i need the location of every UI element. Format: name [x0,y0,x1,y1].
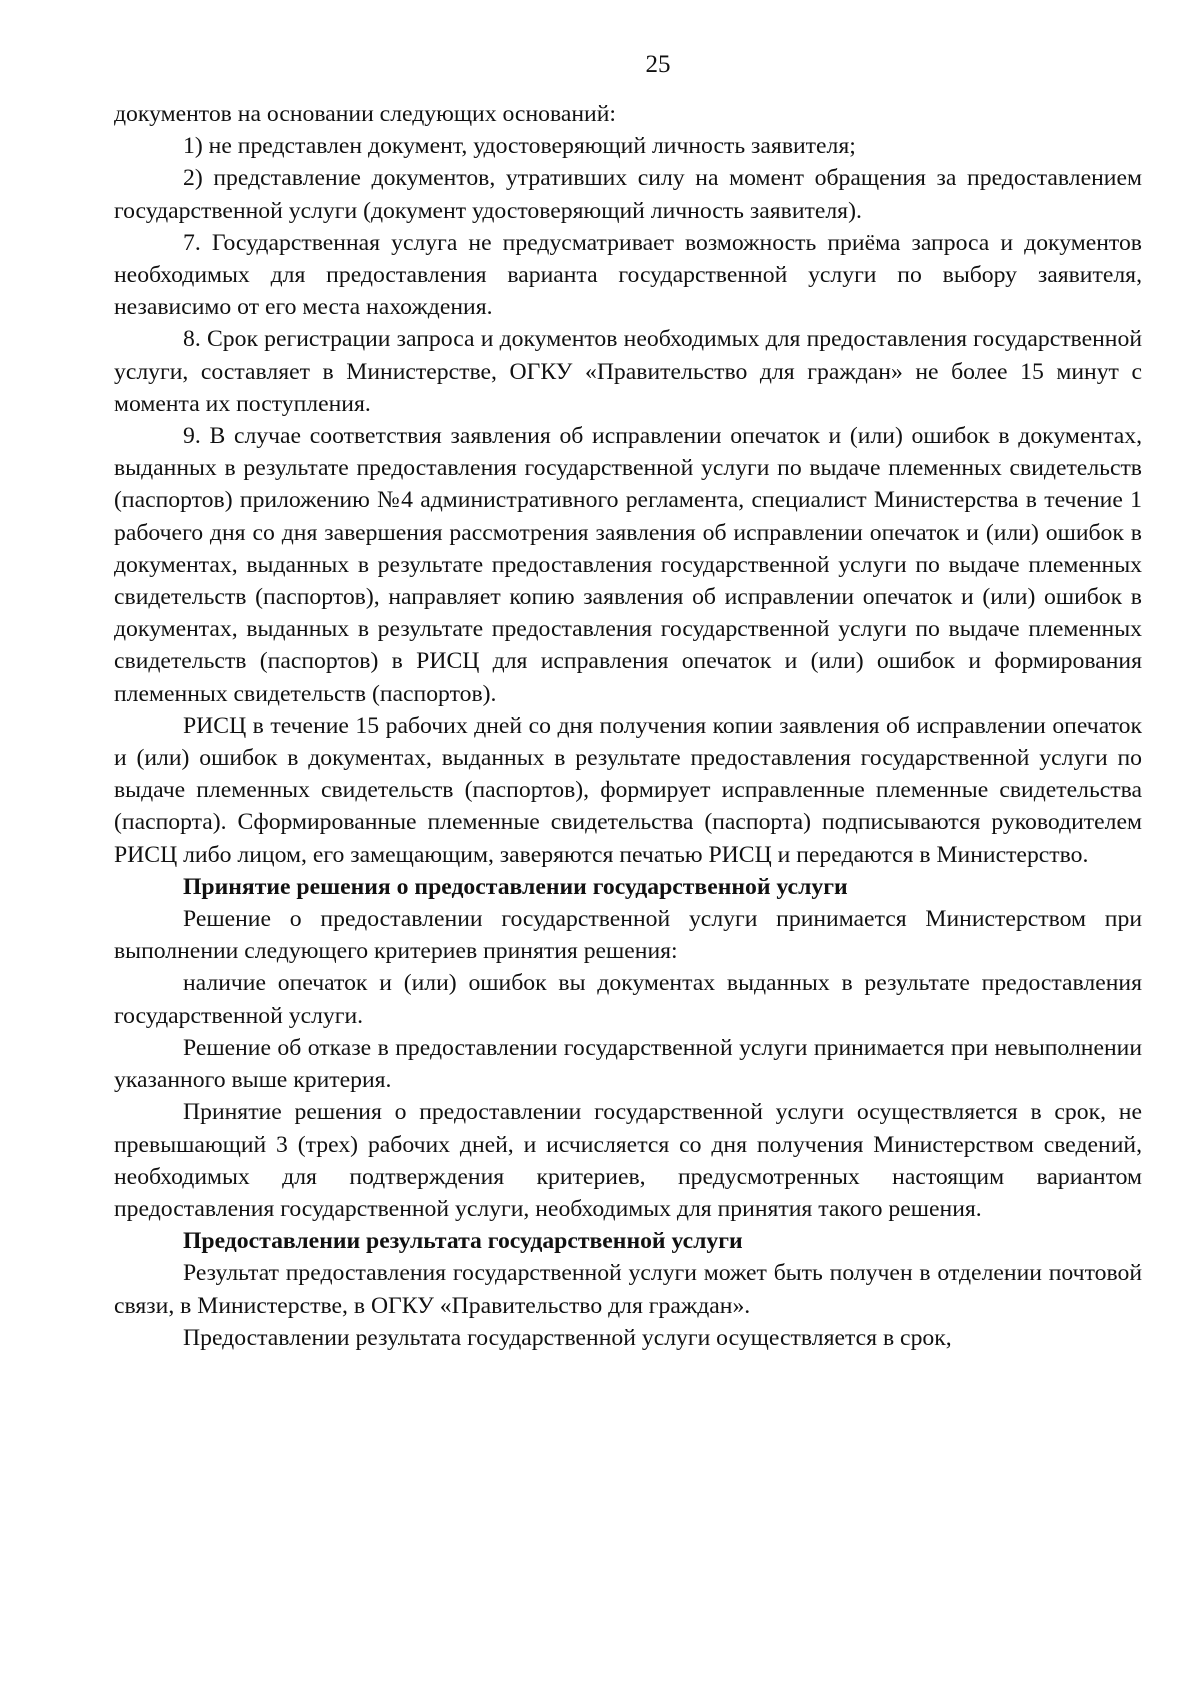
paragraph: 2) представление документов, утративших силу на момент обращения за предоставлением государственной услуги (документ удостоверяющий личность заявителя). [114,165,1142,224]
paragraph: 9. В случае соответствия заявления об исправлении опечаток и (или) ошибок в документах, выданных в результате предоставления государственной услуги по выдаче племенных свидетельств (паспортов) приложению №4 административного регламента, специалист Министерства в течение 1 рабочего дня со дня завершения рассмотрения заявления об исправлении опечаток и (или) ошибок в документах, выданных в результате предоставления государственной услуги по выдаче племенных свидетельств (паспортов), направляет копию заявления об исправлении опечаток и (или) ошибок в документах, выданных в результате предоставления государственной услуги по выдаче племенных свидетельств (паспортов) в РИСЦ для исправления опечаток и (или) ошибок и формирования племенных свидетельств (паспортов). [114,423,1142,707]
paragraph: Решение о предоставлении государственной услуги принимается Министерством при выполнении следующего критериев принятия решения: [114,906,1142,965]
paragraph: Предоставлении результата государственной услуги осуществляется в срок, [183,1324,952,1351]
paragraph: РИСЦ в течение 15 рабочих дней со дня получения копии заявления об исправлении опечаток и (или) ошибок в документах, выданных в результате предоставления государственной услуги по выдаче племенных свидетельств (паспортов), формирует исправленные племенные свидетельства (паспорта). Сформированные племенные свидетельства (паспорта) подписываются руководителем РИСЦ либо лицом, его замещающим, заверяются печатью РИСЦ и передаются в Министерство. [114,712,1142,868]
paragraph: Принятие решения о предоставлении государственной услуги осуществляется в срок, не превышающий 3 (трех) рабочих дней, и исчисляется со дня получения Министерством сведений, необходимых для подтверждения критериев, предусмотренных настоящим вариантом предоставления государственной услуги, необходимых для принятия такого решения. [114,1099,1142,1222]
document-body [114,98,1142,1354]
paragraph: документов на основании следующих оснований: [114,101,616,127]
section-heading: Предоставлении результата государственной услуги [183,1228,743,1255]
paragraph: Результат предоставления государственной услуги может быть получен в отделении почтовой связи, в Министерстве, в ОГКУ «Правительство для граждан». [114,1260,1142,1319]
paragraph: 1) не представлен документ, удостоверяющий личность заявителя; [183,133,856,160]
paragraph: 8. Срок регистрации запроса и документов необходимых для предоставления государственной услуги, составляет в Министерстве, ОГКУ «Правительство для граждан» не более 15 минут с момента их поступления. [114,326,1142,417]
page-number: 25 [645,51,671,78]
paragraph: Решение об отказе в предоставлении государственной услуги принимается при невыполнении указанного выше критерия. [114,1034,1142,1094]
paragraph: 7. Государственная услуга не предусматривает возможность приёма запроса и документов необходимых для предоставления варианта государственной услуги по выбору заявителя, независимо от его места нахождения. [114,229,1142,321]
paragraph: наличие опечаток и (или) ошибок вы документах выданных в результате предоставления государственной услуги. [114,970,1142,1029]
section-heading: Принятие решения о предоставлении государственной услуги [183,873,848,900]
